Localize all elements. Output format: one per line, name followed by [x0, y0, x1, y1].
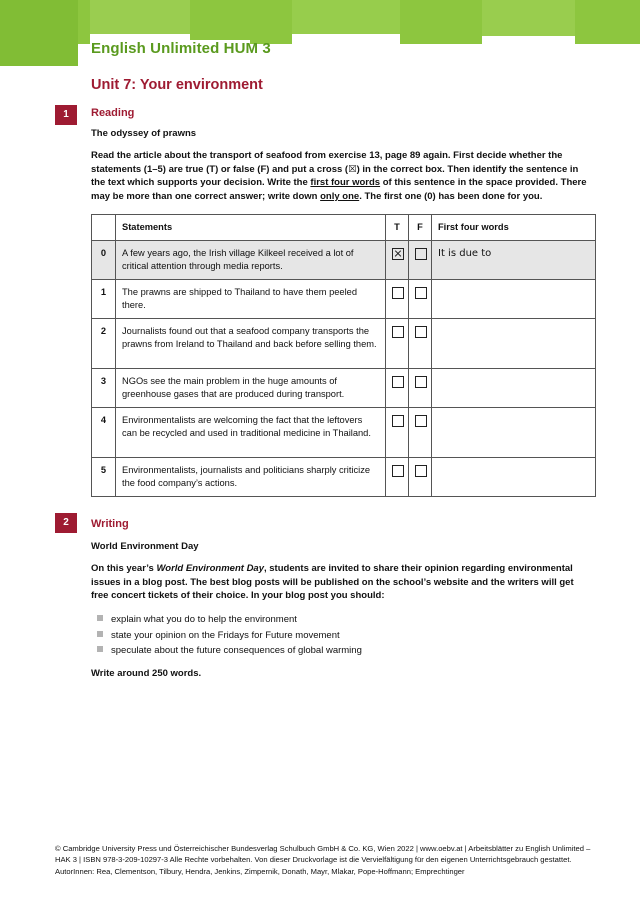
- reading-instructions: Read the article about the transport of seafood from exercise 13, page 89 again. First decide whether the statements (1–5) are true (T) or false (F) and put a cross (☒) in the correct box. Then identify the sentence in the text which supports your decision. Write the first four words of this sentence in the space provided. There may be more than one correct answer; write down only one. The first one (0) has been done for you.: [91, 150, 587, 203]
- writing-subtitle: World Environment Day: [91, 541, 199, 552]
- row-number: 1: [92, 280, 116, 319]
- table-row: [92, 369, 596, 408]
- header-num: [92, 215, 116, 241]
- table-row: [92, 319, 596, 369]
- true-checkbox[interactable]: [392, 376, 404, 388]
- section-title-reading: Reading: [91, 107, 135, 119]
- header-true: T: [386, 215, 409, 241]
- section-number-2: 2: [55, 513, 77, 533]
- row-number: 3: [92, 369, 116, 408]
- answer-field[interactable]: [432, 319, 596, 369]
- true-checkbox[interactable]: [392, 415, 404, 427]
- statement-text: NGOs see the main problem in the huge amounts of greenhouse gases that are produced during transport.: [116, 369, 386, 408]
- true-checkbox[interactable]: [392, 326, 404, 338]
- answer-field[interactable]: [432, 408, 596, 458]
- false-checkbox[interactable]: [415, 465, 427, 477]
- header-statements: Statements: [116, 215, 386, 241]
- unit-title: Unit 7: Your environment: [91, 77, 263, 93]
- word-count-instruction: Write around 250 words.: [91, 668, 202, 679]
- row-number: 4: [92, 408, 116, 458]
- false-checkbox[interactable]: [415, 326, 427, 338]
- bullet-square-icon: [97, 631, 103, 637]
- writing-instructions: On this year’s World Environment Day, students are invited to share their opinion regarding environmental issues in a blog post. The best blog posts will be published on the school’s website and the writers will get free concert tickets of their choice. In your blog post you should:: [91, 563, 574, 602]
- event-name: World Environment Day: [156, 563, 264, 574]
- false-checkbox[interactable]: [415, 376, 427, 388]
- underlined-phrase: only one: [320, 191, 360, 203]
- header-first-four-words: First four words: [432, 215, 596, 241]
- authors-text: AutorInnen: Rea, Clementson, Tilbury, Hendra, Jenkins, Zimpernik, Donath, Mayr, Mlakar, Pope-Hoffmann; Emprechtinger: [55, 866, 465, 876]
- statement-text: Environmentalists are welcoming the fact that the leftovers can be recycled and used in traditional medicine in Thailand.: [116, 408, 386, 458]
- answer-field[interactable]: It is due to: [432, 241, 596, 280]
- header-false: F: [409, 215, 432, 241]
- underlined-phrase: first four words: [310, 177, 381, 189]
- list-item: state your opinion on the Fridays for Future movement: [97, 628, 362, 644]
- table-row: [92, 241, 596, 280]
- true-checkbox-checked[interactable]: [392, 248, 404, 260]
- section-title-writing: Writing: [91, 518, 129, 530]
- section-number-1: 1: [55, 105, 77, 125]
- bullet-square-icon: [97, 615, 103, 621]
- reading-subtitle: The odyssey of prawns: [91, 128, 197, 139]
- copyright-text: © Cambridge University Press und Österreichischer Bundesverlag Schulbuch GmbH & Co. KG, Wien 2022 | www.oebv.at | Arbeitsblätter zu English Unlimited – HAK 3 | ISBN 978-3-209-10297-3 Alle Rechte vorbehalten. Von dieser Druckvorlage ist die Vervielfältigung für den eigenen Unterrichtsgebrauch gestattet.: [55, 844, 591, 865]
- footer: [55, 843, 595, 877]
- table-header-row: [92, 215, 596, 241]
- table-row: [92, 280, 596, 319]
- answer-field[interactable]: [432, 369, 596, 408]
- answer-field[interactable]: [432, 458, 596, 497]
- statement-text: Journalists found out that a seafood company transports the prawns from Ireland to Thailand and back before selling them.: [116, 319, 386, 369]
- bullet-square-icon: [97, 646, 103, 652]
- brand-title: English Unlimited HUM 3: [91, 40, 271, 57]
- statement-text: Environmentalists, journalists and politicians sharply criticize the food company’s actions.: [116, 458, 386, 497]
- task-list: [97, 612, 362, 659]
- statement-text: A few years ago, the Irish village Kilkeel received a lot of critical attention through media reports.: [116, 241, 386, 280]
- row-number: 2: [92, 319, 116, 369]
- false-checkbox[interactable]: [415, 287, 427, 299]
- false-checkbox[interactable]: [415, 415, 427, 427]
- statements-table: [91, 214, 596, 497]
- answer-field[interactable]: [432, 280, 596, 319]
- true-checkbox[interactable]: [392, 465, 404, 477]
- table-row: [92, 458, 596, 497]
- false-checkbox[interactable]: [415, 248, 427, 260]
- list-item: explain what you do to help the environment: [97, 612, 362, 628]
- row-number: 0: [92, 241, 116, 280]
- table-row: [92, 408, 596, 458]
- row-number: 5: [92, 458, 116, 497]
- true-checkbox[interactable]: [392, 287, 404, 299]
- statement-text: The prawns are shipped to Thailand to have them peeled there.: [116, 280, 386, 319]
- list-item: speculate about the future consequences of global warming: [97, 643, 362, 659]
